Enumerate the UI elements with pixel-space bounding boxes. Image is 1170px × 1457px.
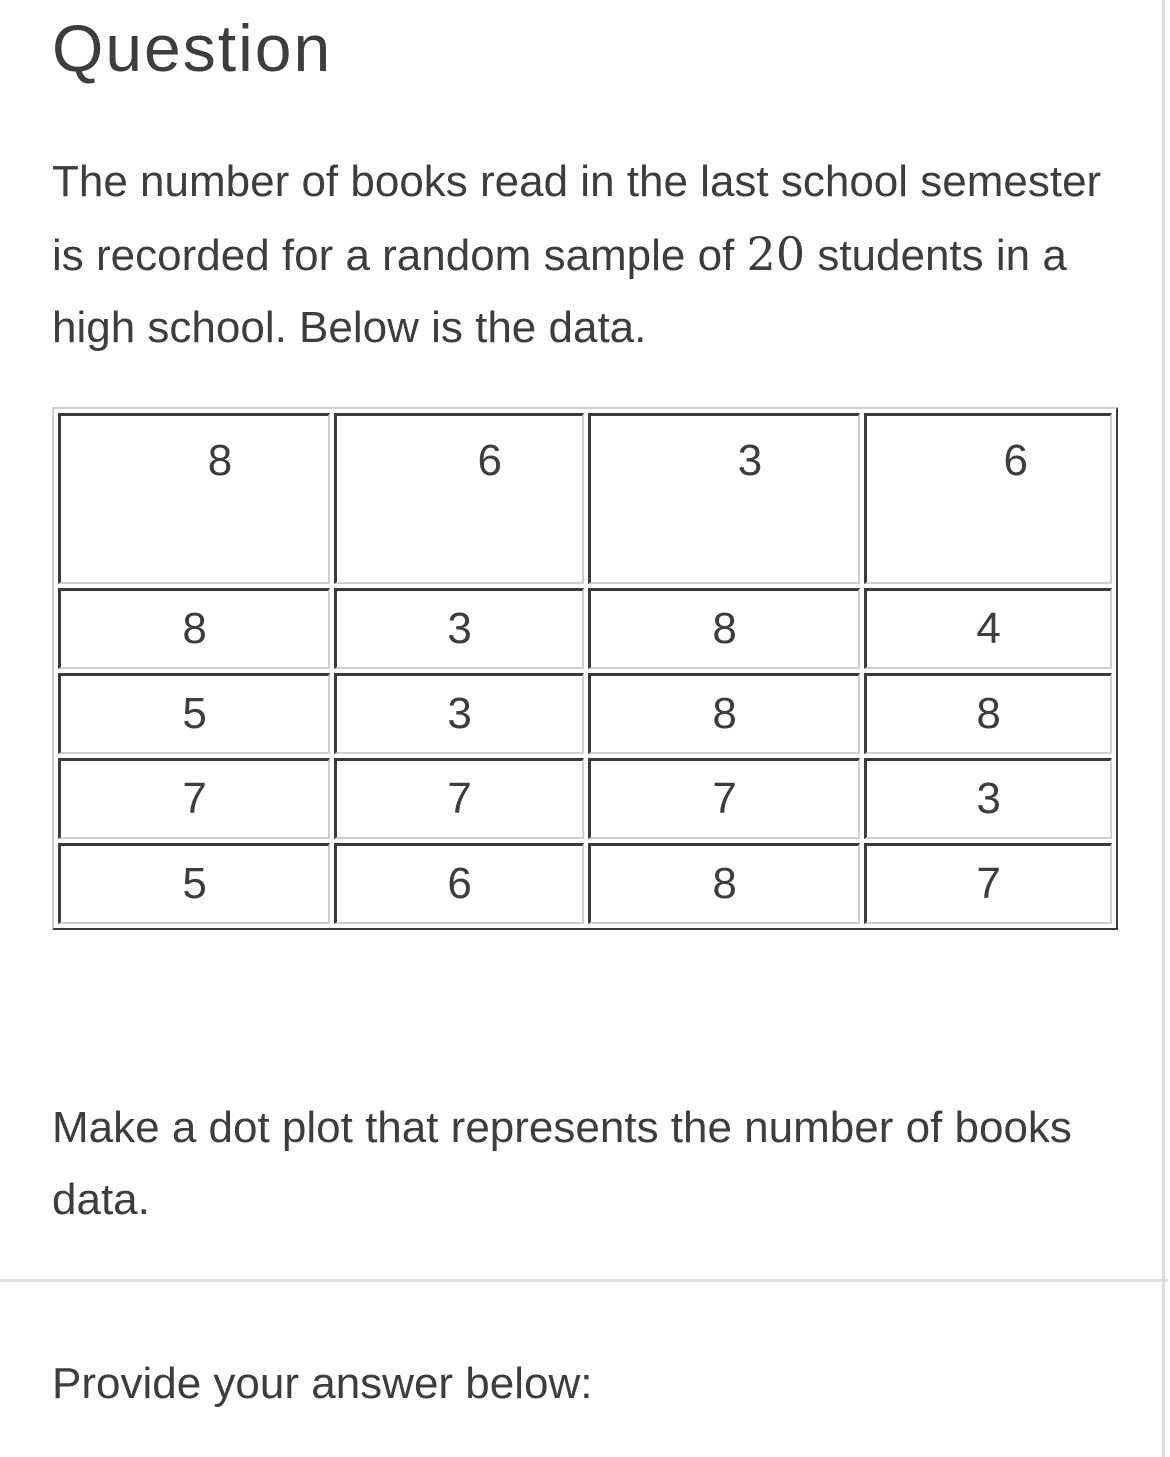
table-cell: 8 (864, 673, 1112, 754)
question-prompt (52, 146, 1122, 364)
table-cell: 8 (58, 413, 330, 584)
table-cell: 7 (334, 758, 584, 839)
table-cell: 8 (588, 588, 860, 669)
table-row (58, 758, 1112, 839)
table-cell: 8 (588, 843, 860, 924)
prompt-text-start: The number of books read in the last school semester is recorded for a random sample of (52, 157, 1102, 280)
table-header-row (58, 413, 1112, 584)
sample-size-number: 20 (746, 227, 806, 281)
question-heading: Question (52, 11, 333, 85)
table-cell: 7 (58, 758, 330, 839)
table-cell: 3 (588, 413, 860, 584)
section-divider (0, 1279, 1168, 1282)
table-cell: 7 (864, 843, 1112, 924)
table-cell: 6 (864, 413, 1112, 584)
books-data-table (52, 407, 1118, 930)
table-cell: 3 (864, 758, 1112, 839)
table-row (58, 843, 1112, 924)
table-cell: 6 (334, 413, 584, 584)
table-cell: 4 (864, 588, 1112, 669)
table-cell: 3 (334, 673, 584, 754)
table-row (58, 673, 1112, 754)
table-cell: 5 (58, 843, 330, 924)
question-instruction: Make a dot plot that represents the number of books data. (52, 1103, 1072, 1224)
prompt-text-end: students in a high school. Below is the data. (52, 231, 1067, 352)
table-cell: 8 (58, 588, 330, 669)
table-row (58, 588, 1112, 669)
table-cell: 5 (58, 673, 330, 754)
table-cell: 8 (588, 673, 860, 754)
answer-prompt-label: Provide your answer below: (52, 1359, 593, 1408)
table-cell: 6 (334, 843, 584, 924)
table-cell: 3 (334, 588, 584, 669)
table-cell: 7 (588, 758, 860, 839)
